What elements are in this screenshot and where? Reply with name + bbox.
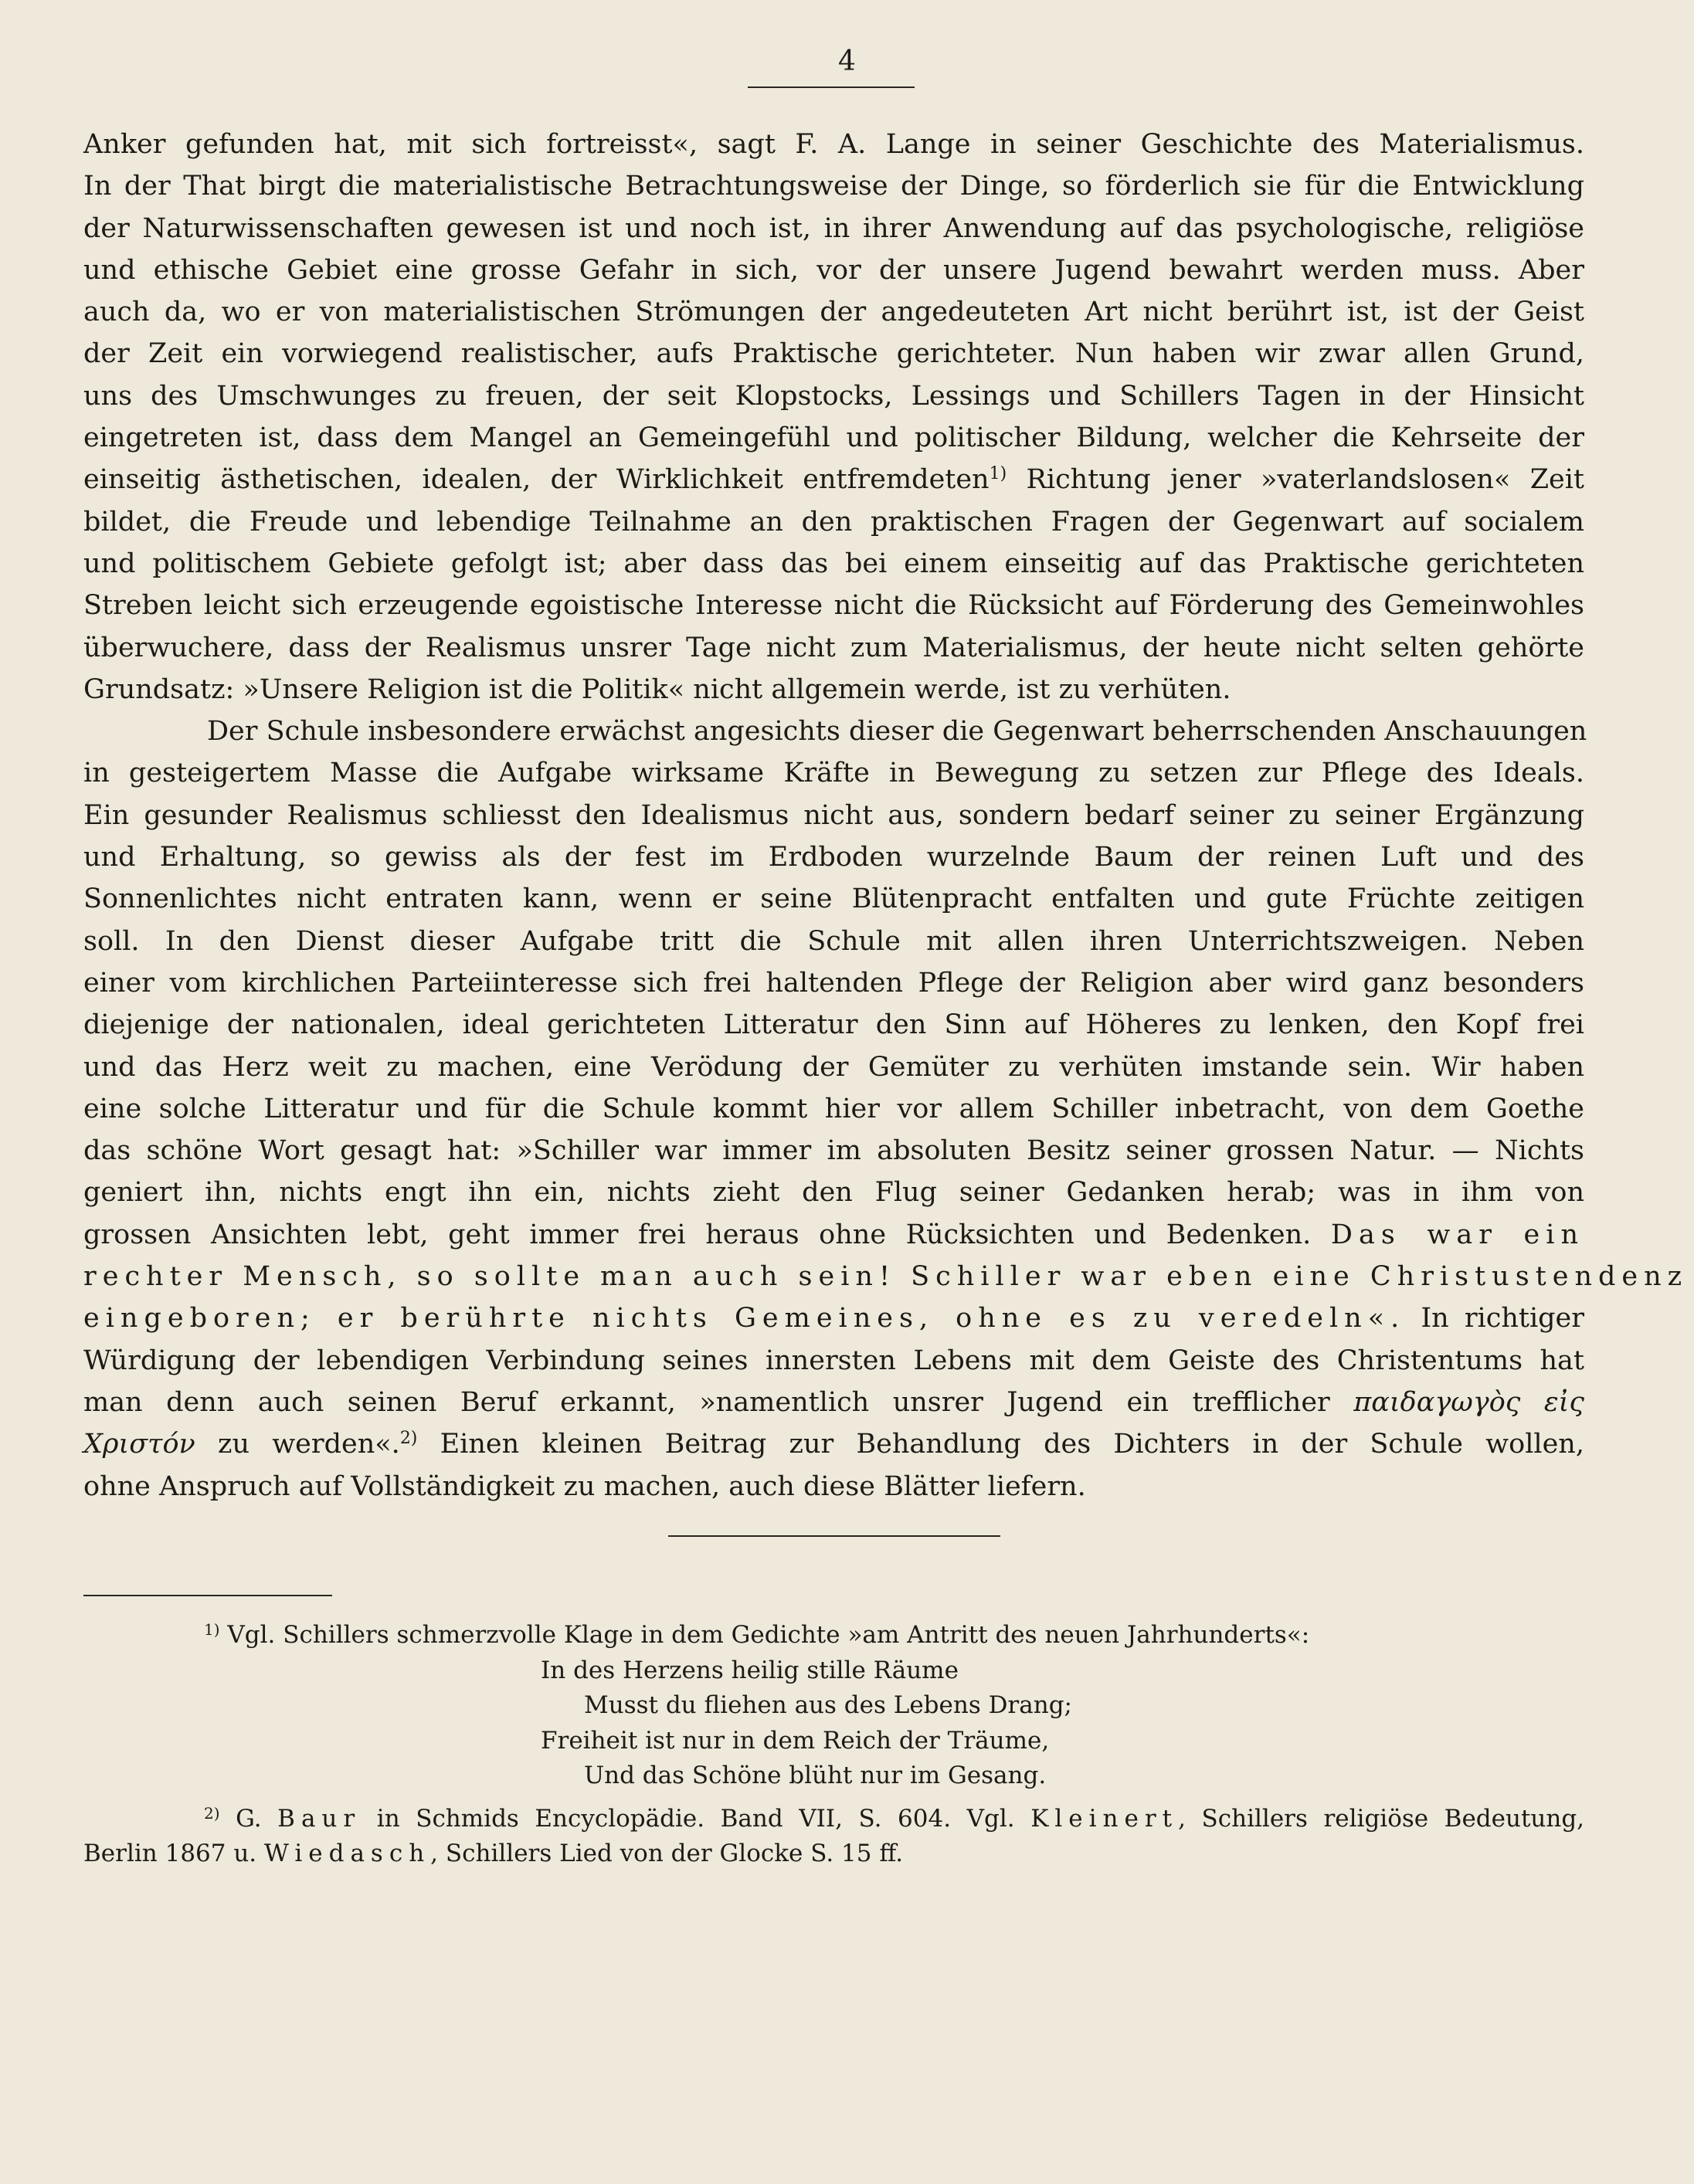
text-line: und das Herz weit zu machen, eine Verödung der Gemüter zu verhüten imstande sein. Wir haben [83, 1051, 1584, 1083]
footnote-mark: 1) [989, 464, 1007, 484]
footnotes [83, 1618, 1584, 1872]
author-name: Wiedasch [264, 1840, 431, 1867]
text-line: diejenige der nationalen, ideal gerichteten Litteratur den Sinn auf Höheres zu lenken, den Kopf frei [83, 1009, 1584, 1041]
text-line: geniert ihn, nichts engt ihn ein, nichts zieht den Flug seiner Gedanken herab; was in ihm von [83, 1177, 1584, 1209]
text-line [83, 1297, 1584, 1339]
text-line: einer vom kirchlichen Parteiinteresse sich frei haltenden Pflege der Religion aber wird ganz besonders [83, 967, 1584, 999]
author-name: Baur [277, 1804, 362, 1833]
text-line: überwuchere, dass der Realismus unsrer Tage nicht zum Materialismus, der heute nicht selten gehörte [83, 632, 1584, 663]
spaced-text: Das war ein [1330, 1219, 1584, 1250]
footnote-text: Berlin 1867 u. [83, 1840, 257, 1867]
verse-line: Freiheit ist nur in dem Reich der Träume, [541, 1726, 1050, 1755]
text-line: Der Schule insbesondere erwächst angesichts dieser die Gegenwart beherrschenden Anschauungen [207, 716, 1587, 748]
footnote-mark: 2) [204, 1803, 220, 1823]
text-line: auch da, wo er von materialistischen Strömungen der angedeuteten Art nicht berührt ist, ist der Geist [83, 297, 1584, 328]
text-line: der Zeit ein vorwiegend realistischer, aufs Praktische gerichteter. Nun haben wir zwar allen Grund, [83, 338, 1584, 370]
footnote-text: Vgl. Schillers schmerzvolle Klage in dem Gedichte »am Antritt des neuen Jahrhunderts«: [227, 1621, 1310, 1649]
greek-text: παιδαγωγὸς εἰς [1353, 1386, 1584, 1418]
footnote-mark: 1) [204, 1620, 220, 1639]
body-text [83, 124, 1689, 1507]
verse-line: Und das Schöne blüht nur im Gesang. [584, 1762, 1047, 1789]
text-line: Sonnenlichtes nicht entraten kann, wenn er seine Blütenpracht entfalten und gute Früchte zeitigen [83, 883, 1584, 915]
text-line: soll. In den Dienst dieser Aufgabe tritt die Schule mit allen ihren Unterrichtszweigen. Neben [83, 925, 1584, 957]
text-segment: Richtung jener »vaterlandslosen« Zeit [1026, 464, 1584, 496]
text-line: der Naturwissenschaften gewesen ist und noch ist, in ihrer Anwendung auf das psychologische, religiöse [83, 212, 1584, 244]
text-line [83, 1382, 1584, 1423]
footnote-text: , Schillers religiöse Bedeutung, [1178, 1804, 1585, 1833]
page-number-rule [748, 86, 915, 88]
text-segment: einseitig ästhetischen, idealen, der Wirklichkeit entfremdeten [83, 464, 990, 496]
text-line: und Erhaltung, so gewiss als der fest im Erdboden wurzelnde Baum der reinen Luft und des [83, 842, 1584, 873]
text-line: ohne Anspruch auf Vollständigkeit zu machen, auch diese Blätter liefern. [83, 1470, 1086, 1502]
text-line: uns des Umschwunges zu freuen, der seit Klopstocks, Lessings und Schillers Tagen in der Hinsicht [83, 380, 1584, 412]
text-line: In der That birgt die materialistische Betrachtungsweise der Dinge, so förderlich sie für die Entwicklung [83, 171, 1584, 202]
text-line: und ethische Gebiet eine grosse Gefahr in sich, vor der unsere Jugend bewahrt werden muss. Aber [83, 254, 1584, 286]
text-segment: In richtiger [1421, 1303, 1584, 1334]
footnote-2-continued [83, 1836, 1584, 1872]
text-line: eingetreten ist, dass dem Mangel an Gemeingefühl und politischer Bildung, welcher die Kehrseite der [83, 422, 1584, 454]
greek-text: Χριστόν [83, 1429, 195, 1460]
text-line: Grundsatz: »Unsere Religion ist die Politik« nicht allgemein werde, ist zu verhüten. [83, 673, 1231, 705]
page-number: 4 [838, 46, 856, 77]
text-line: rechter Mensch, so sollte man auch sein! Schiller war eben eine Christustendenz [83, 1261, 1689, 1293]
text-segment: Einen kleinen Beitrag zur Behandlung des Dichters in der Schule wollen, [440, 1429, 1584, 1460]
footnote-text: , Schillers Lied von der Glocke S. 15 ff. [430, 1840, 904, 1867]
section-divider [668, 1535, 1000, 1537]
footnote-text: G. [236, 1804, 262, 1833]
text-segment: grossen Ansichten lebt, geht immer frei heraus ohne Rücksichten und Bedenken. [83, 1219, 1312, 1250]
text-line: in gesteigertem Masse die Aufgabe wirksame Kräfte in Bewegung zu setzen zur Pflege des Ideals. [83, 758, 1584, 789]
footnote-divider [83, 1595, 332, 1596]
text-line: und politischem Gebiete gefolgt ist; aber dass das bei einem einseitig auf das Praktische gerichteten [83, 548, 1584, 579]
text-line: Anker gefunden hat, mit sich fortreisst«, sagt F. A. Lange in seiner Geschichte des Materialismus. [83, 129, 1584, 160]
verse-line: In des Herzens heilig stille Räume [541, 1656, 959, 1684]
text-segment: man denn auch seinen Beruf erkannt, »namentlich unsrer Jugend ein trefflicher [83, 1386, 1330, 1418]
text-line [83, 459, 1584, 500]
text-line: Ein gesunder Realismus schliesst den Idealismus nicht aus, sondern bedarf seiner zu seiner Ergänzung [83, 799, 1584, 831]
spaced-text: eingeboren; er berührte nichts Gemeines, ohne es zu veredeln«. [83, 1303, 1406, 1334]
verse-line: Musst du fliehen aus des Lebens Drang; [584, 1691, 1072, 1719]
text-line: Würdigung der lebendigen Verbindung seines innersten Lebens mit dem Geiste des Christentums hat [83, 1345, 1584, 1376]
text-line: Streben leicht sich erzeugende egoistische Interesse nicht die Rücksicht auf Förderung des Gemeinwohles [83, 590, 1584, 622]
author-name: Kleinert [1030, 1804, 1179, 1833]
footnote-mark: 2) [399, 1429, 418, 1449]
text-segment: zu werden«. [218, 1429, 400, 1460]
text-line: eine solche Litteratur und für die Schule kommt hier vor allem Schiller inbetracht, von dem Goethe [83, 1093, 1584, 1124]
footnote-1 [83, 1618, 1584, 1653]
text-line: bildet, die Freude und lebendige Teilnahme an den praktischen Fragen der Gegenwart auf socialem [83, 506, 1584, 538]
footnote-text: in Schmids Encyclopädie. Band VII, S. 604. Vgl. [376, 1804, 1015, 1833]
footnote-2 [83, 1802, 1584, 1837]
text-line: das schöne Wort gesagt hat: »Schiller war immer im absoluten Besitz seiner grossen Natur. — Nichts [83, 1135, 1584, 1167]
text-line [83, 1423, 1584, 1465]
text-line [83, 1214, 1584, 1256]
